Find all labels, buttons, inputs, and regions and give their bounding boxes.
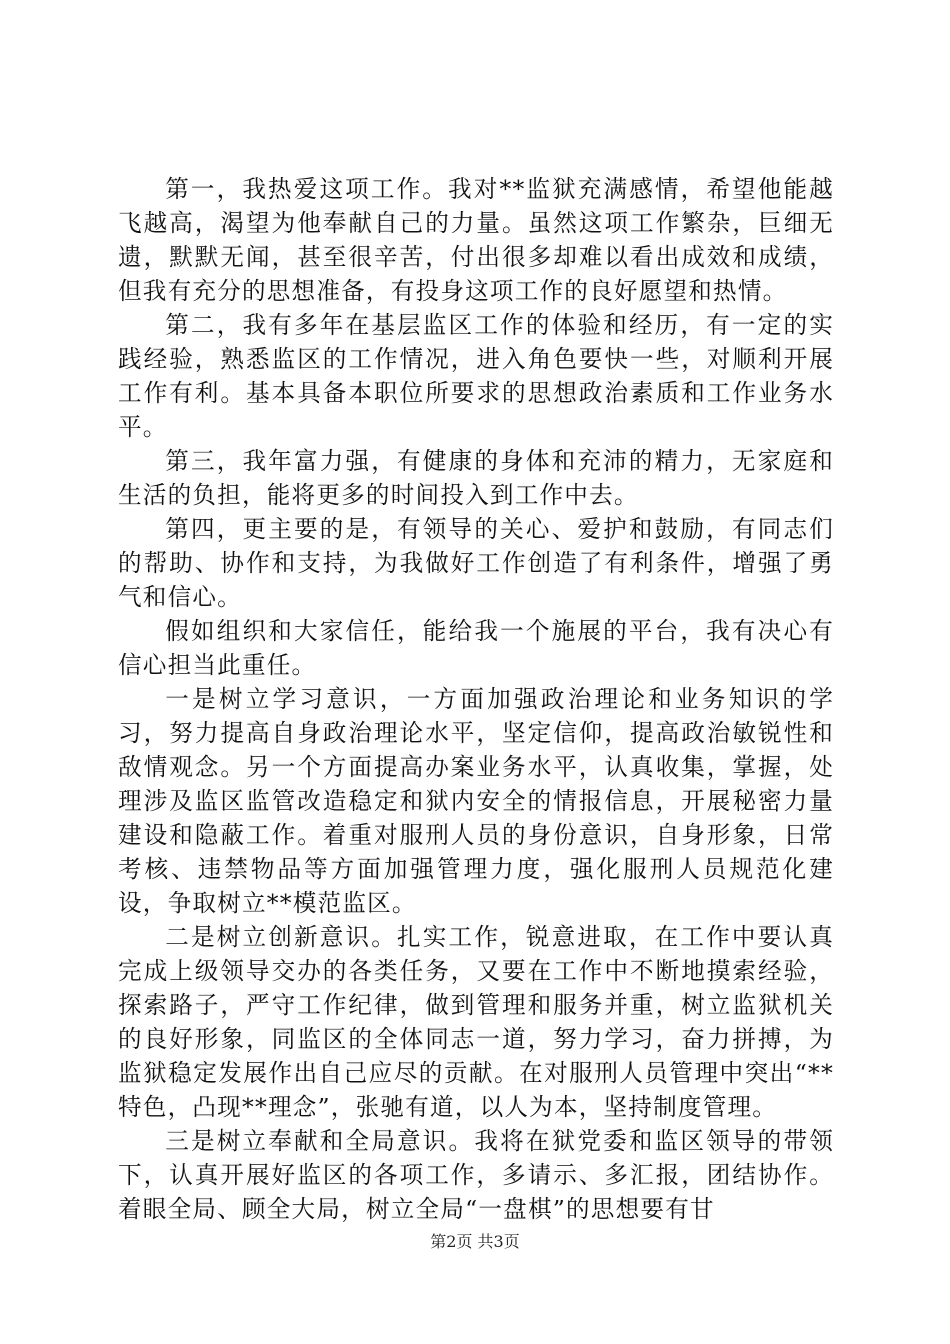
- paragraph-3: 第三，我年富力强，有健康的身体和充沛的精力，无家庭和生活的负担，能将更多的时间投入到工作中去。: [118, 447, 834, 509]
- page-footer: [0, 1232, 950, 1252]
- document-body: [118, 172, 834, 1226]
- paragraph-5: 假如组织和大家信任，能给我一个施展的平台，我有决心有信心担当此重任。: [118, 617, 834, 679]
- paragraph-8: 三是树立奉献和全局意识。我将在狱党委和监区领导的带领下，认真开展好监区的各项工作，多请示、多汇报，团结协作。着眼全局、顾全大局，树立全局“一盘棋”的思想要有甘: [118, 1127, 834, 1223]
- paragraph-2: 第二，我有多年在基层监区工作的体验和经历，有一定的实践经验，熟悉监区的工作情况，进入角色要快一些，对顺利开展工作有利。基本具备本职位所要求的思想政治素质和工作业务水平。: [118, 311, 834, 441]
- paragraph-4: 第四，更主要的是，有领导的关心、爱护和鼓励，有同志们的帮助、协作和支持，为我做好工作创造了有利条件，增强了勇气和信心。: [118, 515, 834, 611]
- page-number: 第2页 共3页: [430, 1232, 520, 1251]
- paragraph-1: 第一，我热爱这项工作。我对**监狱充满感情，希望他能越飞越高，渴望为他奉献自己的力量。虽然这项工作繁杂，巨细无遗，默默无闻，甚至很辛苦，付出很多却难以看出成效和成绩，但我有充分的思想准备，有投身这项工作的良好愿望和热情。: [118, 175, 834, 305]
- paragraph-7: 二是树立创新意识。扎实工作，锐意进取，在工作中要认真完成上级领导交办的各类任务，又要在工作中不断地摸索经验，探索路子，严守工作纪律，做到管理和服务并重，树立监狱机关的良好形象，同监区的全体同志一道，努力学习，奋力拼搏，为监狱稳定发展作出自己应尽的贡献。在对服刑人员管理中突出“**特色，凸现**理念”，张驰有道，以人为本，坚持制度管理。: [118, 923, 834, 1121]
- paragraph-6: 一是树立学习意识，一方面加强政治理论和业务知识的学习，努力提高自身政治理论水平，坚定信仰，提高政治敏锐性和敌情观念。另一个方面提高办案业务水平，认真收集，掌握，处理涉及监区监管改造稳定和狱内安全的情报信息，开展秘密力量建设和隐蔽工作。着重对服刑人员的身份意识，自身形象，日常考核、违禁物品等方面加强管理力度，强化服刑人员规范化建设，争取树立**模范监区。: [118, 685, 834, 917]
